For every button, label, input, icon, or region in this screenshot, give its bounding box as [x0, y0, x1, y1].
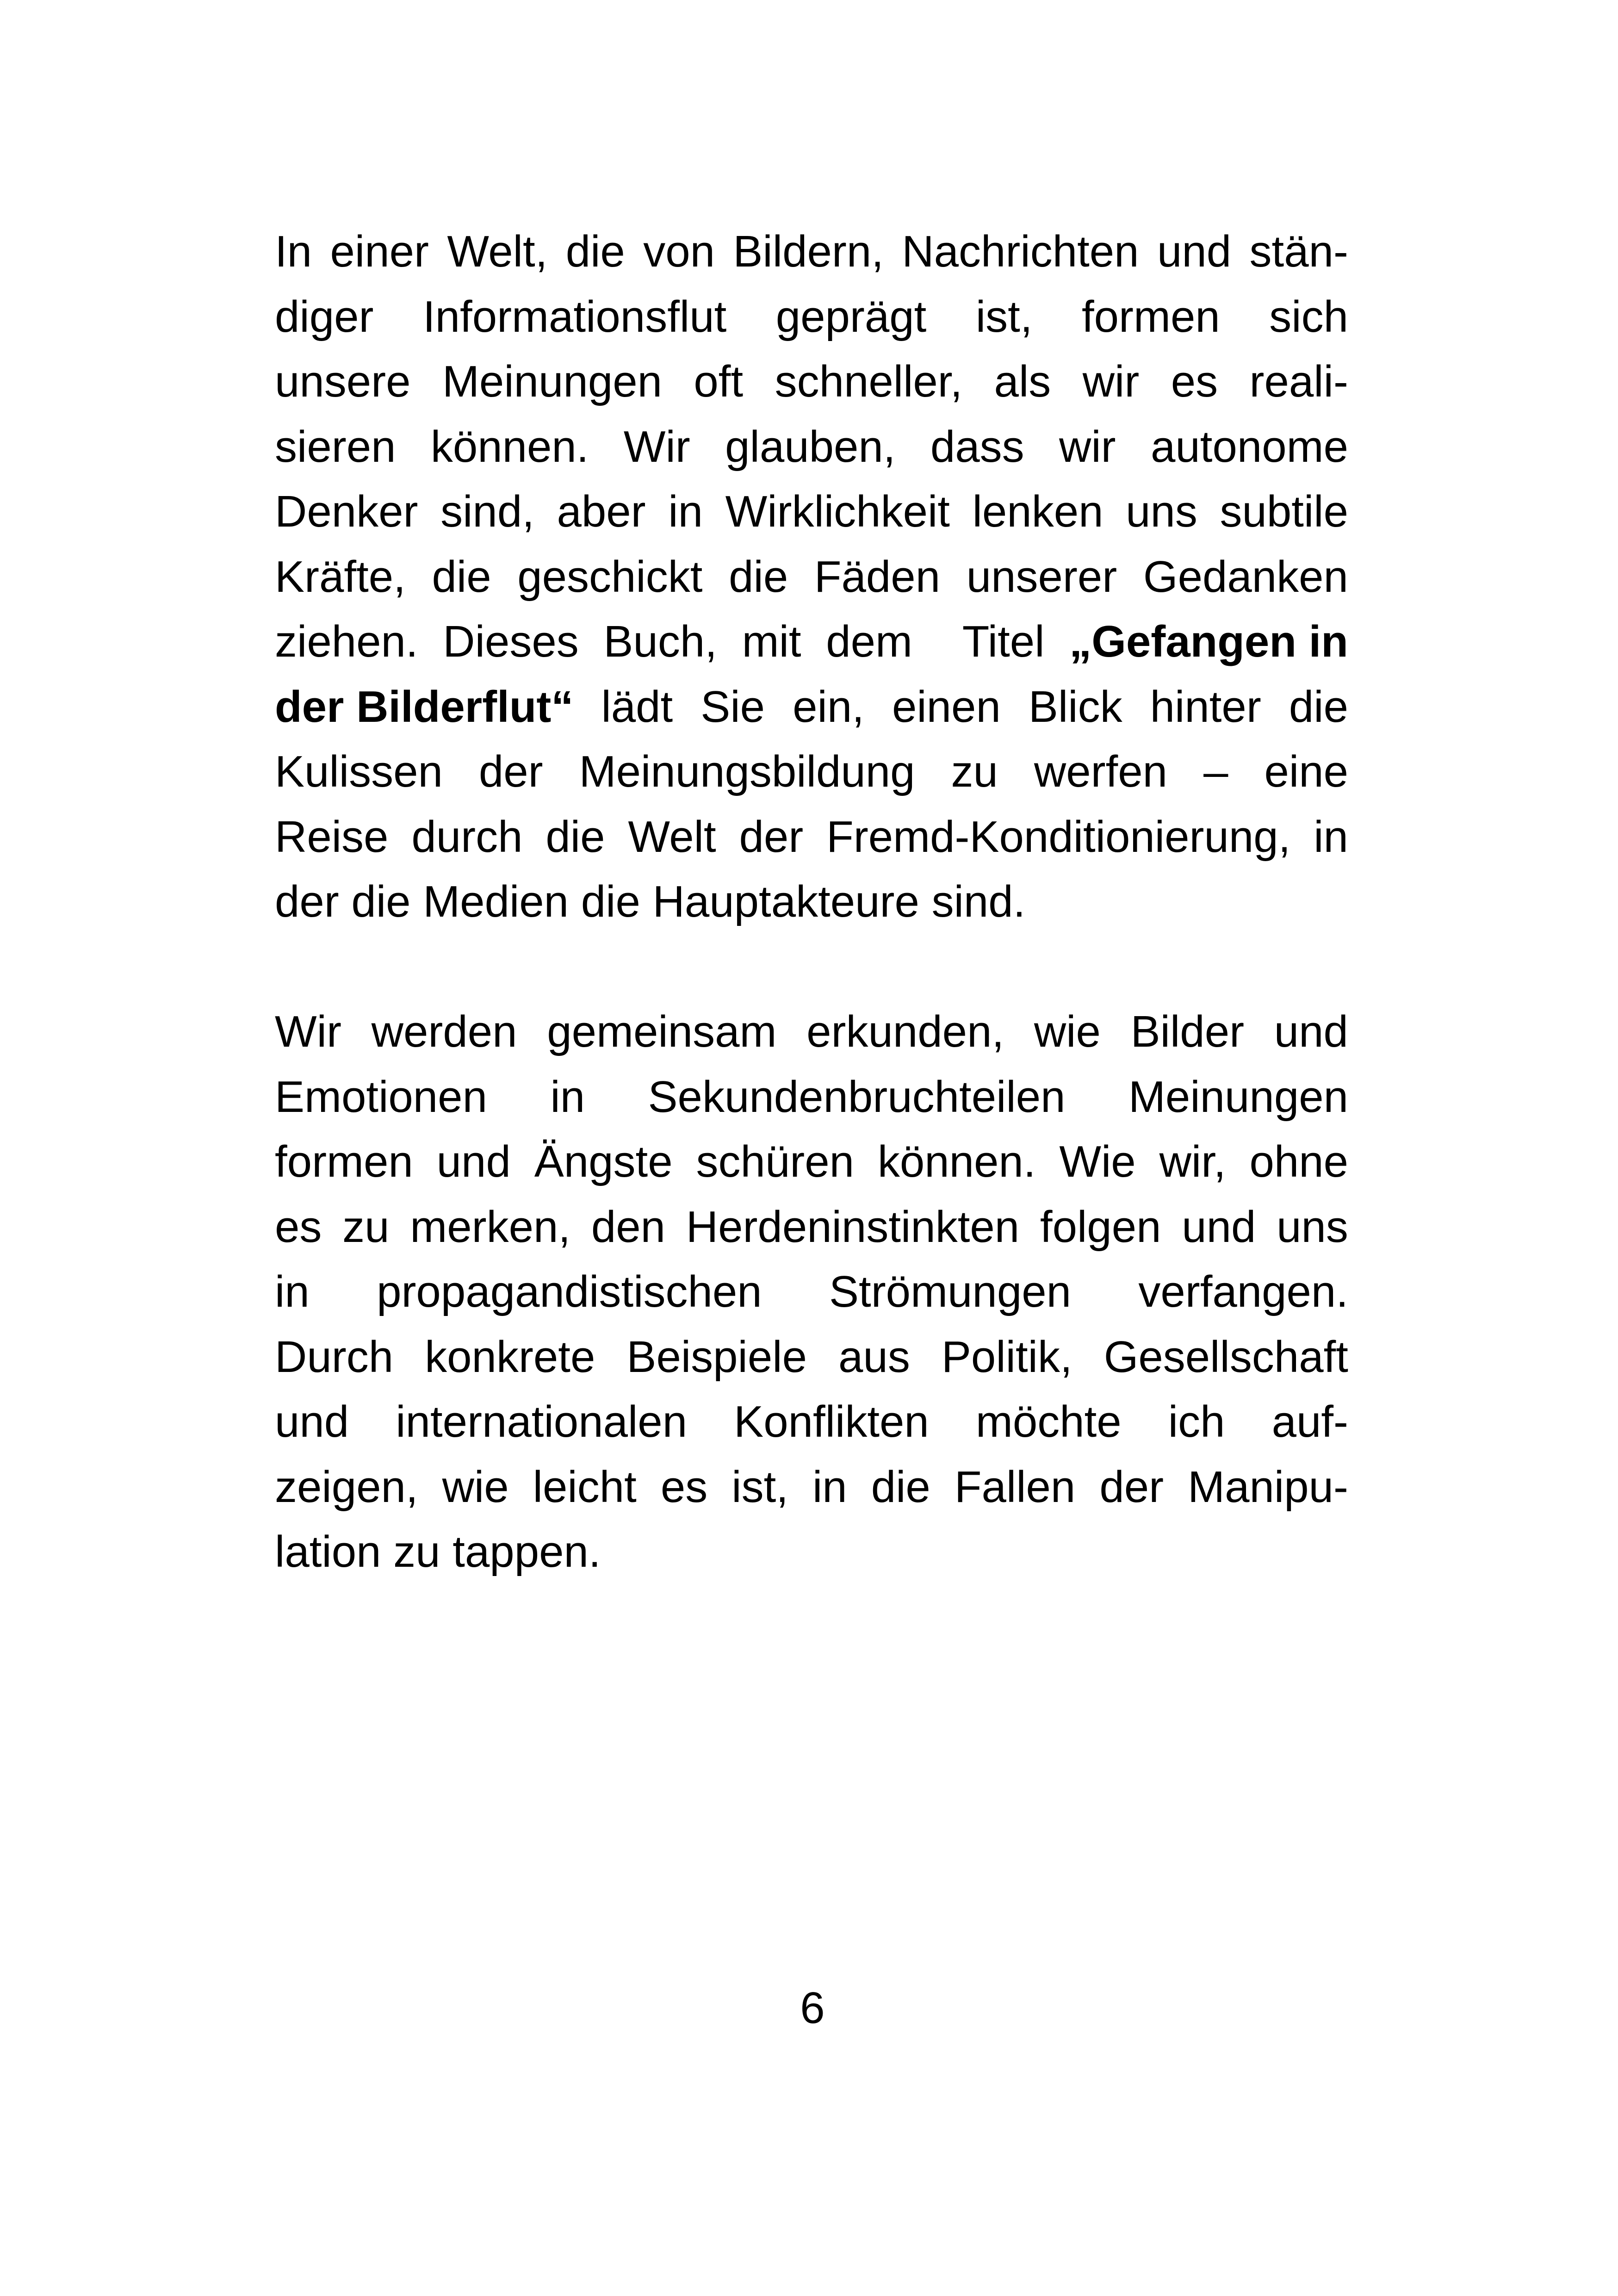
word: die	[1289, 682, 1348, 732]
word: Nachrichten	[902, 227, 1139, 276]
word: Fäden	[814, 552, 941, 602]
word: lenken	[972, 487, 1103, 536]
word: stän-	[1249, 227, 1348, 276]
word: Informationsflut	[422, 292, 727, 341]
word: Manipu-	[1188, 1462, 1348, 1512]
word: wir,	[1159, 1137, 1226, 1186]
word: Blick	[1028, 682, 1122, 732]
text-line	[275, 609, 1348, 675]
word: ist,	[732, 1462, 788, 1512]
word: erkunden,	[806, 1007, 1004, 1056]
word: geprägt	[775, 292, 927, 341]
word: und	[1157, 227, 1232, 276]
word: folgen	[1040, 1202, 1161, 1252]
word: autonome	[1151, 422, 1348, 472]
word: in	[668, 487, 703, 536]
word: unsere	[275, 357, 411, 406]
word: es	[275, 1202, 322, 1252]
word: wir	[1082, 357, 1140, 406]
word: formen	[275, 1137, 413, 1186]
text-line	[275, 1195, 1348, 1260]
word: Wir	[275, 1007, 341, 1056]
word: werden	[371, 1007, 517, 1056]
word: einer	[330, 227, 429, 276]
word: eine	[1264, 747, 1348, 796]
word: der	[1099, 1462, 1164, 1512]
word: sieren	[275, 422, 396, 472]
word: Gesellschaft	[1103, 1332, 1348, 1382]
word: merken,	[410, 1202, 571, 1252]
text-line	[275, 675, 1348, 740]
text-line	[275, 349, 1348, 415]
word: in	[275, 1267, 310, 1316]
word: konkrete	[425, 1332, 595, 1382]
word: der	[478, 747, 543, 796]
word: wie	[442, 1462, 509, 1512]
word: Denker	[275, 487, 418, 536]
text-line	[275, 739, 1348, 805]
word: mit	[742, 617, 801, 666]
text-line	[275, 219, 1348, 285]
word: es	[660, 1462, 708, 1512]
word: einen	[892, 682, 1001, 732]
word: in	[550, 1072, 585, 1122]
word: Konflikten	[734, 1397, 929, 1446]
word: Sekundenbruchteilen	[648, 1072, 1066, 1122]
word: dem	[826, 617, 913, 666]
word: die	[565, 227, 625, 276]
word: propagandistischen	[377, 1267, 762, 1316]
word: wie	[1034, 1007, 1101, 1056]
word: subtile	[1220, 487, 1348, 536]
word: lädt	[601, 682, 673, 732]
book-title-end: der Bilderflut“	[275, 682, 574, 732]
word: leicht	[533, 1462, 637, 1512]
word: auf-	[1271, 1397, 1348, 1446]
word: können.	[430, 422, 589, 472]
word: Bildern,	[733, 227, 884, 276]
word: Politik,	[941, 1332, 1072, 1382]
word: Kulissen	[275, 747, 443, 796]
book-title-start: „Gefangen in	[1069, 617, 1348, 666]
word: zu	[951, 747, 998, 796]
word: zeigen,	[275, 1462, 418, 1512]
word: von	[643, 227, 715, 276]
word: Welt,	[447, 227, 548, 276]
word: diger	[275, 292, 374, 341]
word: uns	[1126, 487, 1197, 536]
word: und	[1182, 1202, 1256, 1252]
word: in	[812, 1462, 847, 1512]
word: hinter	[1150, 682, 1261, 732]
word: in	[1314, 812, 1348, 862]
word: Wirklichkeit	[725, 487, 950, 536]
word: Fremd-Konditionierung,	[826, 812, 1291, 862]
word: Wir	[623, 422, 690, 472]
text-line	[275, 1129, 1348, 1195]
word: Fallen	[954, 1462, 1076, 1512]
word: ohne	[1249, 1137, 1348, 1186]
word: aber	[557, 487, 646, 536]
word: Kräfte,	[275, 552, 406, 602]
word: die	[432, 552, 491, 602]
word: und	[1274, 1007, 1348, 1056]
word: Meinungen	[442, 357, 662, 406]
word: ziehen.	[275, 617, 418, 666]
text-line	[275, 545, 1348, 610]
word: geschickt	[517, 552, 703, 602]
word: und	[275, 1397, 349, 1446]
text-line	[275, 1325, 1348, 1390]
word: uns	[1277, 1202, 1348, 1252]
word: der	[739, 812, 804, 862]
word: glauben,	[725, 422, 896, 472]
word: es	[1171, 357, 1218, 406]
word: Dieses	[443, 617, 579, 666]
word: Titel	[962, 617, 1045, 666]
word: sich	[1269, 292, 1348, 341]
word: dass	[930, 422, 1024, 472]
word: aus	[838, 1332, 910, 1382]
word: die	[729, 552, 788, 602]
word: die	[871, 1462, 930, 1512]
word: Gedanken	[1143, 552, 1348, 602]
word: werfen	[1034, 747, 1168, 796]
word: ist,	[975, 292, 1033, 341]
text-line	[275, 999, 1348, 1065]
text-line	[275, 1455, 1348, 1520]
word: Meinungsbildung	[579, 747, 915, 796]
word: Sie	[701, 682, 765, 732]
word: unserer	[966, 552, 1117, 602]
word: Durch	[275, 1332, 394, 1382]
word: Meinungen	[1128, 1072, 1348, 1122]
text-line	[275, 285, 1348, 350]
word: ich	[1168, 1397, 1225, 1446]
word: die	[546, 812, 605, 862]
word: Strömungen	[829, 1267, 1071, 1316]
text-line: der die Medien die Hauptakteure sind.	[275, 877, 1026, 926]
word: reali-	[1249, 357, 1348, 406]
paragraph-2	[275, 999, 1348, 1585]
word: möchte	[975, 1397, 1122, 1446]
text-line: lation zu tappen.	[275, 1527, 601, 1576]
word: wir	[1059, 422, 1116, 472]
text-line	[275, 1390, 1348, 1455]
word: Welt	[628, 812, 716, 862]
word: formen	[1081, 292, 1220, 341]
word: Ängste	[534, 1137, 673, 1186]
word: durch	[411, 812, 523, 862]
word: schneller,	[775, 357, 963, 406]
text-line	[275, 479, 1348, 545]
word: können.	[877, 1137, 1036, 1186]
page-number: 6	[800, 1983, 825, 2033]
word: –	[1203, 747, 1228, 796]
word: verfangen.	[1138, 1267, 1348, 1316]
word: Bilder	[1130, 1007, 1245, 1056]
word: oft	[694, 357, 744, 406]
paragraph-1	[275, 219, 1348, 935]
word: ein,	[793, 682, 864, 732]
word: als	[994, 357, 1051, 406]
word: Beispiele	[626, 1332, 807, 1382]
word: In	[275, 227, 312, 276]
word: gemeinsam	[547, 1007, 777, 1056]
word: zu	[342, 1202, 390, 1252]
word: Herdeninstinkten	[686, 1202, 1020, 1252]
text-line	[275, 805, 1348, 870]
word: sind,	[440, 487, 534, 536]
text-line	[275, 1065, 1348, 1130]
text-line	[275, 415, 1348, 480]
word: Reise	[275, 812, 389, 862]
word: und	[436, 1137, 511, 1186]
word: Emotionen	[275, 1072, 487, 1122]
word: Buch,	[603, 617, 717, 666]
text-line	[275, 1260, 1348, 1325]
word: internationalen	[396, 1397, 688, 1446]
word: schüren	[696, 1137, 854, 1186]
word: Wie	[1059, 1137, 1136, 1186]
word: den	[591, 1202, 665, 1252]
